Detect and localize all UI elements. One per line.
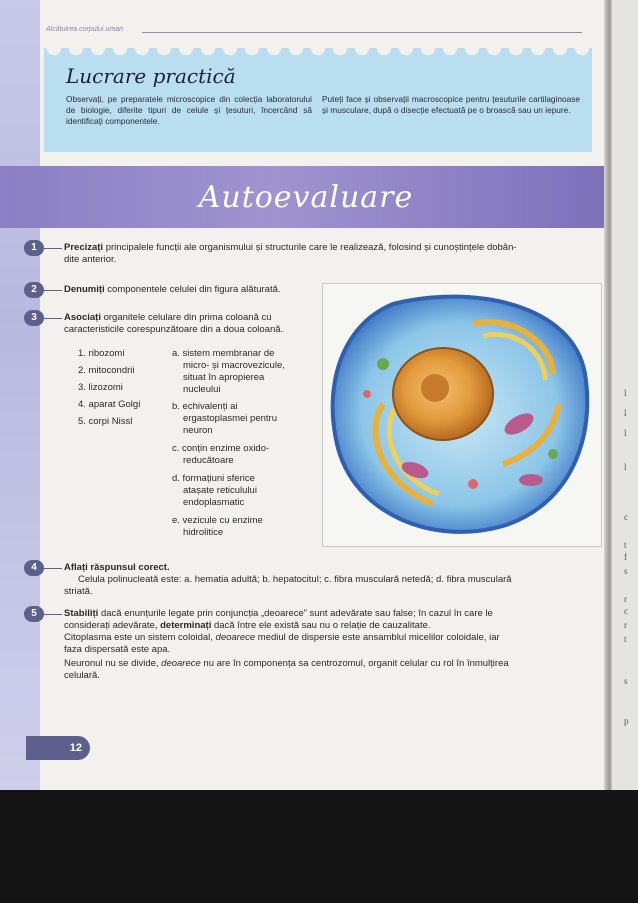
margin-letter: r [624,620,627,630]
practical-work-col2: Puteți face și observații macroscopice pentru țesuturile cartilaginoase și musculare, după o disecție efectuată pe o broască sau un iepure. [322,94,580,115]
practical-work-title: Lucrare practică [66,64,236,88]
characteristic-a: a. sistem membranar de [172,348,275,359]
margin-letter: s [624,676,628,686]
organelle-item: 4. aparat Golgi [78,399,141,410]
page-number: 12 [26,736,90,760]
question-4-body: Celula polinucleată este: a. hematia adultă; b. hepatocitul; c. fibra musculară netedă; d. fibra musculară [78,574,512,585]
margin-letter: p [624,716,629,726]
cell-illustration [322,283,602,547]
characteristic-e-2: hidrolitice [183,527,224,538]
question-tick-4 [44,568,62,569]
characteristic-b-3: neuron [183,425,213,436]
running-header: Alcătuirea corpului uman [46,26,124,33]
characteristic-e: e. vezicule cu enzime [172,515,263,526]
organelle-item: 5. corpi Nissl [78,416,133,427]
margin-letter: t [624,540,627,550]
statement-2-cont: celulară. [64,670,100,681]
header-rule [142,32,582,33]
statement-1-cont: faza dispersată este apa. [64,644,171,655]
margin-letter: t [624,634,627,644]
question-2: Denumiți componentele celulei din figura alăturată. [64,284,281,295]
margin-letter: l [624,388,627,398]
cell-drawing [323,284,601,546]
question-tick-1 [44,248,62,249]
organelle-item: 1. ribozomi [78,348,125,359]
statement-2: Neuronul nu se divide, deoarece nu are în componența sa centrozomul, organit celular cu rol în înmulțirea [64,658,509,669]
margin-letter: c [624,512,628,522]
characteristic-b-2: ergastoplasmei pentru [183,413,277,424]
question-5-line2: considerați adevărate, determinați dacă între ele există sau nu o relație de cauzalitate. [64,620,431,631]
question-1: Precizați principalele funcții ale organismului și structurile care le realizează, folosind și cunoștințele dobân- [64,242,517,253]
characteristic-d-3: endoplasmatic [183,497,245,508]
left-decorative-band [0,0,40,790]
margin-letter: s [624,566,628,576]
question-number-5: 5 [24,606,44,622]
nucleolus [421,374,449,402]
margin-letter: l [624,462,627,472]
statement-1: Citoplasma este un sistem coloidal, deoarece mediul de dispersie este ansamblul micelilor coloidale, iar [64,632,500,643]
organelle-item: 3. lizozomi [78,382,123,393]
margin-letter: f [624,552,627,562]
characteristic-b: b. echivalenți ai [172,401,238,412]
characteristic-c-2: reducătoare [183,455,234,466]
question-tick-3 [44,318,62,319]
characteristic-d-2: atașate reticulului [183,485,257,496]
section-title: Autoevaluare [198,180,414,215]
margin-letter: c [624,606,628,616]
practical-work-col1: Observați, pe preparatele microscopice din colecția laboratorului de biologie, diferite tipuri de celule și țesuturi, încercând să identificați componentele. [66,94,312,126]
lysosome [377,358,389,370]
margin-letter: l [624,428,627,438]
question-number-3: 3 [24,310,44,326]
question-3: Asociați organitele celulare din prima coloană cu [64,312,272,323]
question-number-4: 4 [24,560,44,576]
margin-letter: l [624,408,627,418]
margin-letter: r [624,594,627,604]
question-tick-5 [44,614,62,615]
question-number-1: 1 [24,240,44,256]
practical-work-box [44,48,592,152]
characteristic-a-2: micro- și macrovezicule, [183,360,285,371]
characteristic-a-4: nucleului [183,384,221,395]
question-4-cont: striată. [64,586,93,597]
question-number-2: 2 [24,282,44,298]
question-3-cont: caracteristicile corespunzătoare din a doua coloană. [64,324,284,335]
characteristic-a-3: situat în apropierea [183,372,265,383]
organelle-item: 2. mitocondrii [78,365,135,376]
characteristic-d: d. formațiuni sferice [172,473,255,484]
question-4: Aflați răspunsul corect. [64,562,170,573]
question-tick-2 [44,290,62,291]
question-5: Stabiliți dacă enunțurile legate prin conjuncția „deoarece” sunt adevărate sau false; în cazul în care le [64,608,493,619]
question-1-cont: dite anterior. [64,254,117,265]
characteristic-c: c. conțin enzime oxido- [172,443,270,454]
next-page-edge [612,0,638,790]
